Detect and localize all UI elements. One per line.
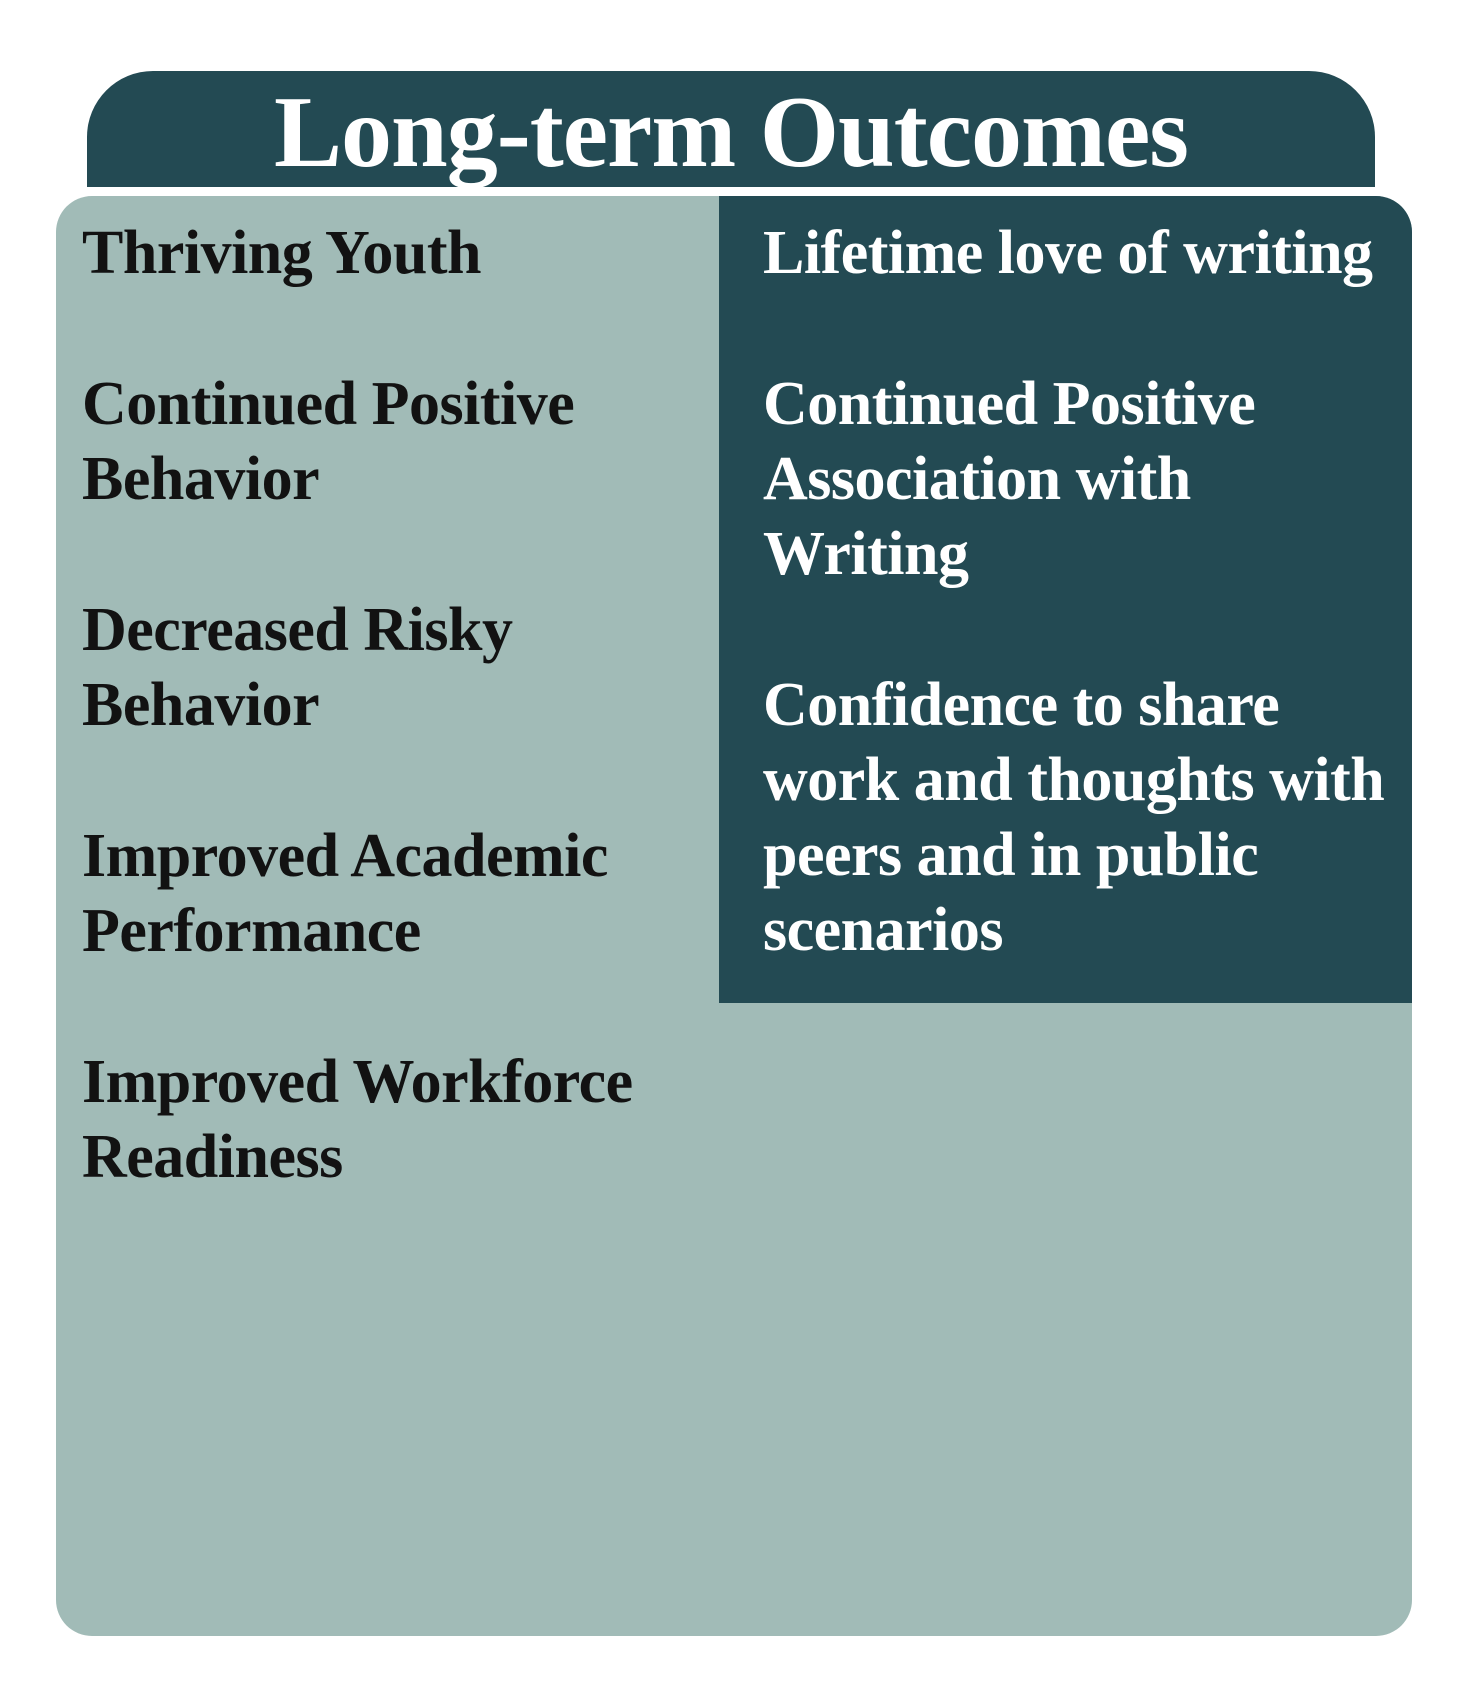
writing-outcomes-column: [719, 196, 1412, 1003]
outcome-decreased-risky-behavior: Decreased Risky Behavior: [82, 596, 513, 739]
outcomes-panel: [56, 196, 1412, 1636]
outcome-confidence-to-share: Confidence to share work and thoughts with peers and in public scenarios: [763, 671, 1385, 964]
outcome-improved-academic-performance: Improved Academic Performance: [82, 822, 608, 965]
header-banner: [87, 71, 1375, 187]
outcome-positive-association-with-writing: Continued Positive Association with Writing: [763, 370, 1256, 588]
outcome-continued-positive-behavior: Continued Positive Behavior: [82, 370, 575, 513]
outcome-lifetime-love-of-writing: Lifetime love of writing: [763, 219, 1373, 287]
outcome-thriving-youth: Thriving Youth: [82, 219, 481, 287]
outcome-improved-workforce-readiness: Improved Workforce Readiness: [82, 1048, 633, 1191]
youth-outcomes-column: [82, 216, 722, 1271]
page-title: Long-term Outcomes: [274, 76, 1188, 189]
